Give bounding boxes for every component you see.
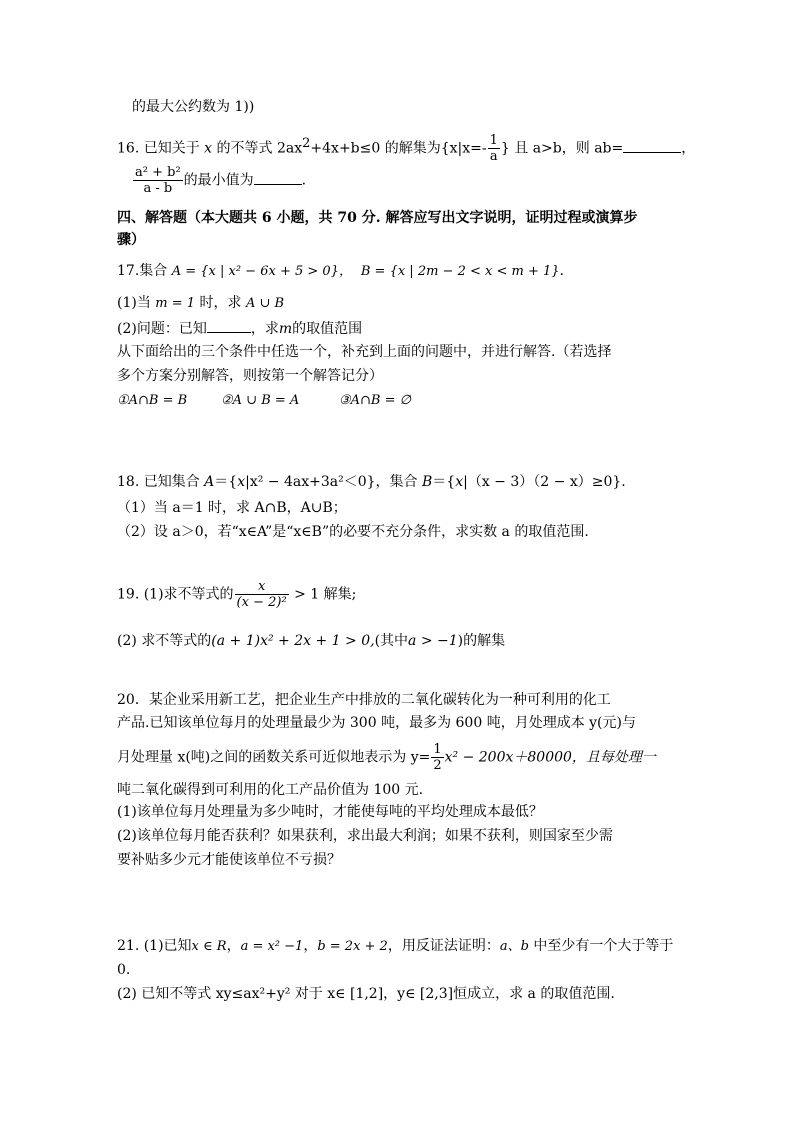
q16-frac-num: 1 <box>489 133 498 148</box>
q16-frac-den: a <box>489 149 498 164</box>
q16-var-x: x <box>204 140 213 157</box>
question-20-line2: 产品.已知该单位每月的处理量最少为 300 吨，最多为 600 吨，月处理成本 y(元)与 <box>117 715 636 731</box>
q16-expr-num: a² + b² <box>135 165 181 180</box>
q17-option-2: ②A ∪ B = A <box>221 393 300 408</box>
q16-text5: 的最小值为 <box>183 172 254 189</box>
q19-frac-den: (x − 2)² <box>236 595 287 610</box>
question-20-part2-cont: 要补贴多少元才能使该单位不亏损？ <box>117 852 341 868</box>
q21-a-def: a = x² −1 <box>240 939 304 954</box>
q17-p1-m: m = 1 <box>155 296 196 311</box>
q17-option-3: ③A∩B = ∅ <box>339 393 411 408</box>
question-17-options <box>117 390 411 411</box>
question-17-instruction: 从下面给出的三个条件中任选一个，补充到上面的问题中，并进行解答.（若选择 <box>117 344 612 360</box>
q17-p1-text: (1)当 <box>117 295 156 311</box>
q16-fraction <box>488 133 500 164</box>
question-21-part2: (2) 已知不等式 xy≤ax²+y² 对于 x∈ [1,2]，y∈ [2,3]恒成立，求 a 的取值范围. <box>117 986 615 1002</box>
q17-p1-union: A ∪ B <box>245 296 285 311</box>
q16-text6: . <box>301 172 307 189</box>
question-21-part1-cont: 0. <box>117 962 131 978</box>
q17-period: . <box>559 263 564 279</box>
q21-x-in-r: x ∈ R <box>191 939 227 954</box>
q17-condition-blank[interactable] <box>207 318 251 333</box>
q21-sep2: ， <box>303 938 318 954</box>
q16-sup: 2 <box>302 135 311 151</box>
question-18-part1: （1）当 a＝1 时，求 A∩B，A∪B； <box>117 500 347 516</box>
q20-l3-text2: x² − 200x＋80000，且每处理一 <box>444 749 656 766</box>
q18-x1: x <box>237 474 246 490</box>
q19-p1-text: 19. (1)求不等式的 <box>117 586 234 603</box>
q17-p2-text2: ，求 <box>250 321 279 337</box>
q16-expression <box>133 165 183 196</box>
q16-text4: ， <box>681 140 696 157</box>
q21-p1-text3: 中至少有一个大于等于 <box>528 938 674 954</box>
q19-p2-text3: )的解集 <box>457 633 506 649</box>
q17-set-a: A = {x | x² − 6x + 5 > 0}， <box>171 264 352 279</box>
q21-sep1: ， <box>226 938 241 954</box>
q17-option-1: ①A∩B = B <box>117 393 188 408</box>
q21-ab: a、b <box>499 939 529 954</box>
question-17-part2 <box>117 318 362 339</box>
question-20-line1: 20．某企业采用新工艺，把企业生产中排放的二氧化碳转化为一种可利用的化工 <box>117 692 611 708</box>
q18-x2: x <box>455 474 464 490</box>
q18-eq1: ＝{ <box>214 474 238 490</box>
q19-p2-cond: a > −1 <box>408 633 458 649</box>
question-17-stem <box>117 261 564 282</box>
q17-label: 17.集合 <box>117 263 172 279</box>
question-21-part1 <box>117 936 673 957</box>
question-20-line4: 吨二氧化碳得到可利用的化工产品价值为 100 元. <box>117 782 424 798</box>
q20-l3-text: 月处理量 x(吨)之间的函数关系可近似地表示为 y= <box>117 749 431 766</box>
q18-eq2: ＝{ <box>432 474 456 490</box>
question-20-part1: (1)该单位每月处理量为多少吨时，才能使每吨的平均处理成本最低？ <box>117 804 543 820</box>
q18-b: B <box>422 474 433 490</box>
q21-b-def: b = 2x + 2 <box>317 939 388 954</box>
q16-text1: 的不等式 2ax <box>212 140 303 157</box>
question-17-instruction-cont: 多个方案分别解答，则按第一个解答记分） <box>117 368 383 384</box>
q20-frac-num: 1 <box>433 742 442 757</box>
q16-text3: } 且 a>b，则 ab= <box>500 140 624 157</box>
q16-text2: +4x+b≤0 的解集为{x|x=- <box>310 140 487 157</box>
q19-fraction <box>235 579 289 610</box>
question-19-part2 <box>117 631 505 651</box>
q17-p2-m: m <box>278 321 293 337</box>
q17-set-b: B = {x | 2m − 2 < x < m + 1} <box>360 264 560 279</box>
question-18-part2: （2）设 a＞0，若“x∈A”是“x∈B”的必要不充分条件，求实数 a 的取值范围. <box>117 524 589 540</box>
q19-p2-expr: (a + 1)x² + 2x + 1 > 0, <box>211 633 375 649</box>
q19-p2-text: (2) 求不等式的 <box>117 633 212 649</box>
q18-label: 18. 已知集合 <box>117 474 205 490</box>
q18-ineq2: |（x − 3）（2 − x）≥0}. <box>463 474 626 490</box>
q17-p1-text2: 时，求 <box>195 295 246 311</box>
q18-ineq1: |x² − 4ax+3a²＜0}，集合 <box>245 474 422 490</box>
section-4-heading-cont: 骤） <box>117 232 145 248</box>
q19-p2-text2: (其中 <box>374 633 409 649</box>
q17-p2-text3: 的取值范围 <box>292 321 363 337</box>
q15-tail: 的最大公约数为 1)) <box>132 99 255 115</box>
q17-p2-text: (2)问题：已知 <box>117 321 207 337</box>
q21-p1-text: 21. (1)已知 <box>117 938 192 954</box>
question-18-stem <box>117 472 626 492</box>
question-16-line1 <box>117 133 695 164</box>
question-17-part1 <box>117 293 284 314</box>
question-20-line3 <box>117 742 656 773</box>
section-4-heading: 四、解答题（本大题共 6 小题，共 70 分. 解答应写出文字说明，证明过程或演算步 <box>117 210 638 226</box>
q18-a: A <box>204 474 215 490</box>
q16-answer-blank-1[interactable] <box>623 138 681 153</box>
q16-label: 16. 已知关于 <box>117 140 205 157</box>
q19-frac-num: x <box>235 579 289 595</box>
q20-frac-den: 2 <box>433 758 442 773</box>
q16-expr-den: a - b <box>143 181 173 196</box>
question-19-part1 <box>117 579 356 610</box>
q19-p1-text2: > 1 解集; <box>289 586 357 603</box>
q16-answer-blank-2[interactable] <box>254 170 302 185</box>
question-20-part2: (2)该单位每月能否获利？如果获利，求出最大利润；如果不获利，则国家至少需 <box>117 828 613 844</box>
question-16-line2 <box>132 165 306 196</box>
q20-fraction <box>431 742 443 773</box>
q21-p1-text2: ，用反证法证明： <box>387 938 500 954</box>
